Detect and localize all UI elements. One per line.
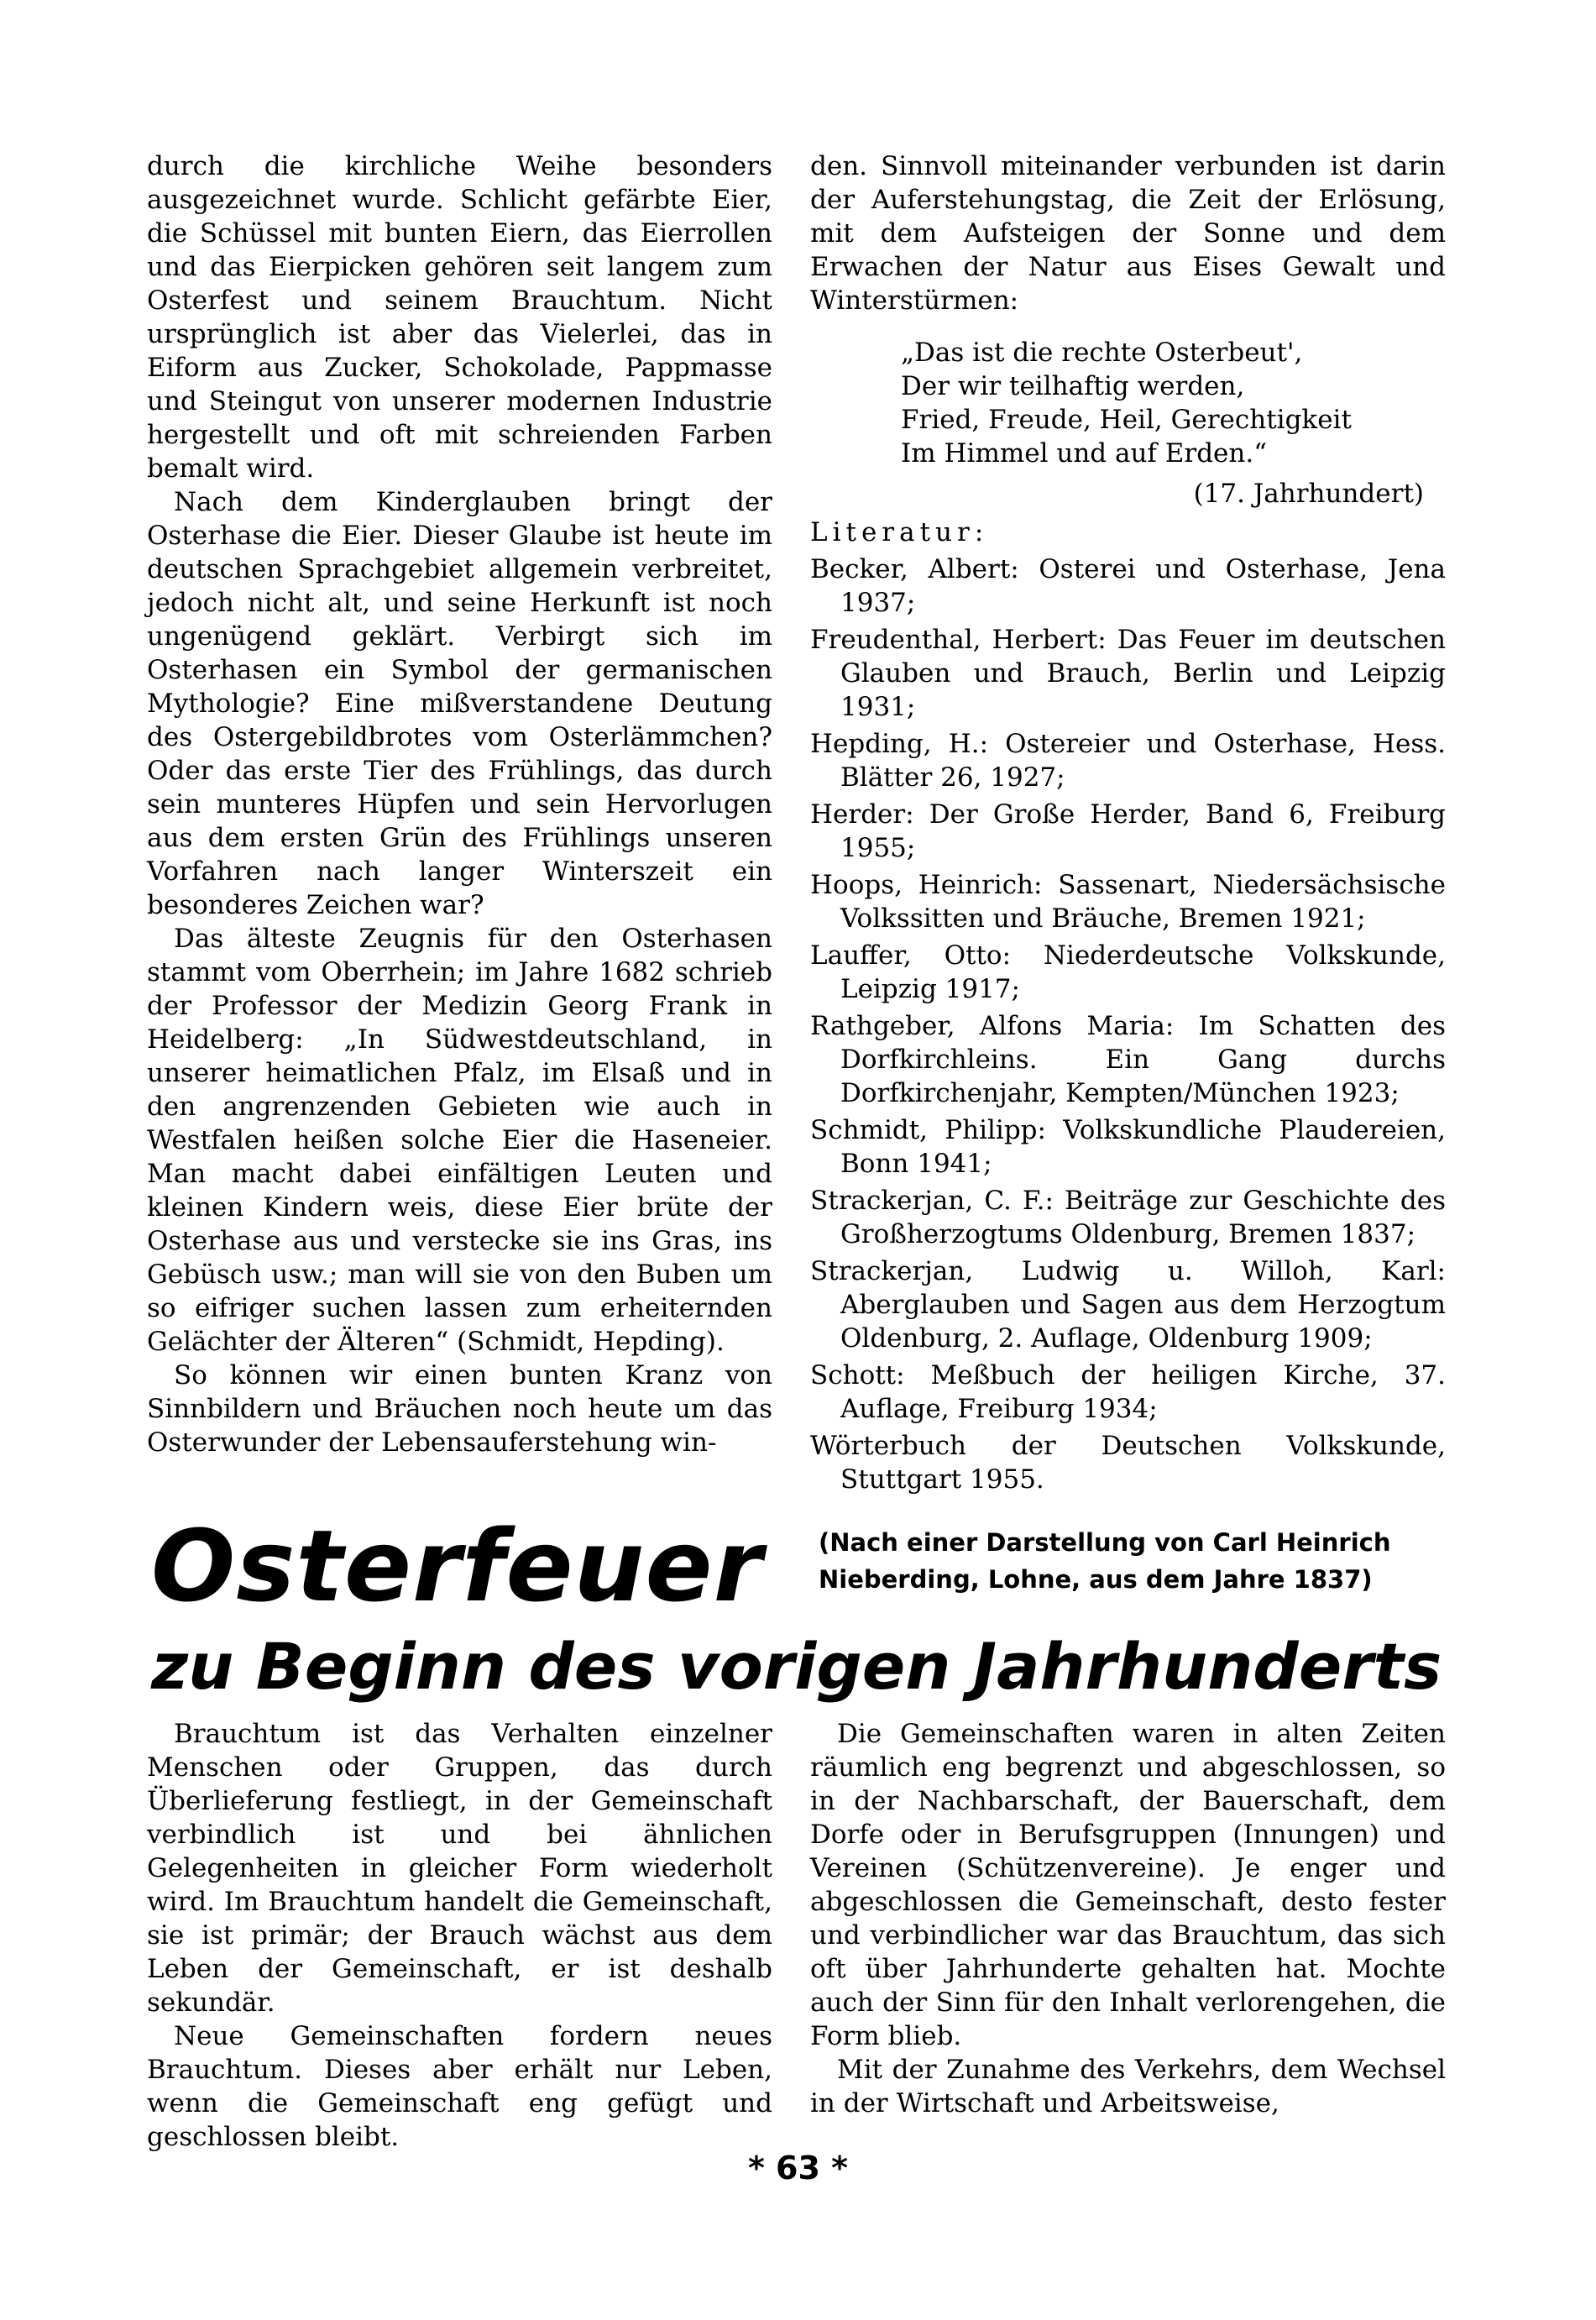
paragraph: So können wir einen bunten Kranz von Sinnbildern und Bräuchen noch heute um das Osterwunder der Lebensauferstehung win- <box>147 1360 772 1458</box>
reference-item: Strackerjan, Ludwig u. Willoh, Karl: Aberglauben und Sagen aus dem Herzogtum Oldenburg, 2. Auflage, Oldenburg 1909; <box>810 1256 1446 1354</box>
right-column-lower <box>810 1717 1446 2120</box>
poem-source: (17. Jahrhundert) <box>1193 479 1424 509</box>
article-subtitle: zu Beginn des vorigen Jahrhunderts <box>151 1629 1442 1704</box>
reference-item: Hoops, Heinrich: Sassenart, Niedersächsische Volkssitten und Bräuche, Bremen 1921; <box>810 870 1446 934</box>
reference-item: Schmidt, Philipp: Volkskundliche Plaudereien, Bonn 1941; <box>810 1115 1446 1179</box>
reference-item: Freudenthal, Herbert: Das Feuer im deutschen Glauben und Brauch, Berlin und Leipzig 1931; <box>810 625 1446 722</box>
reference-item: Herder: Der Große Herder, Band 6, Freiburg 1955; <box>810 799 1446 863</box>
page-number: * 63 * <box>747 2150 849 2186</box>
literature-heading: Literatur: <box>810 517 989 547</box>
reference-item: Hepding, H.: Ostereier und Osterhase, Hess. Blätter 26, 1927; <box>810 729 1446 793</box>
poem <box>901 336 1446 470</box>
right-column-upper <box>810 149 1446 1500</box>
reference-list <box>810 553 1446 1496</box>
reference-item: Schott: Meßbuch der heiligen Kirche, 37. Auflage, Freiburg 1934; <box>810 1360 1446 1424</box>
article-title: Osterfeuer <box>151 1508 763 1624</box>
reference-item: Becker, Albert: Osterei und Osterhase, Jena 1937; <box>810 554 1446 618</box>
paragraph: Mit der Zunahme des Verkehrs, dem Wechsel in der Wirtschaft und Arbeitsweise, <box>810 2055 1446 2118</box>
paragraph: Das älteste Zeugnis für den Osterhasen stammt vom Oberrhein; im Jahre 1682 schrieb der Professor der Medizin Georg Frank in Heidelberg: „In Südwestdeutschland, in unserer heimatlichen Pfalz, im Elsaß und in den angrenzenden Gebieten wie auch in Westfalen heißen solche Eier die Haseneier. Man macht dabei einfältigen Leuten und kleinen Kindern weis, diese Eier brüte der Osterhase aus und verstecke sie ins Gras, ins Gebüsch usw.; man will sie von den Buben um so eifriger suchen lassen zum erheiternden Gelächter der Älteren“ (Schmidt, Hepding). <box>147 924 772 1357</box>
paragraph: Brauchtum ist das Verhalten einzelner Menschen oder Gruppen, das durch Überlieferung festliegt, in der Gemeinschaft verbindlich ist und bei ähnlichen Gelegenheiten in gleicher Form wiederholt wird. Im Brauchtum handelt die Gemeinschaft, sie ist primär; der Brauch wächst aus dem Leben der Gemeinschaft, er ist deshalb sekundär. <box>147 1719 772 2018</box>
paragraph: Neue Gemeinschaften fordern neues Brauchtum. Dieses aber erhält nur Leben, wenn die Gemeinschaft eng gefügt und geschlossen bleibt. <box>147 2021 772 2152</box>
article-source-note: (Nach einer Darstellung von Carl Heinrich Nieberding, Lohne, aus dem Jahre 1837) <box>819 1528 1391 1594</box>
reference-item: Rathgeber, Alfons Maria: Im Schatten des Dorfkirchleins. Ein Gang durchs Dorfkirchenjahr, Kempten/München 1923; <box>810 1011 1446 1108</box>
poem-line: Fried, Freude, Heil, Gerechtigkeit <box>901 405 1352 435</box>
poem-line: „Das ist die rechte Osterbeut', <box>901 338 1303 368</box>
paragraph: durch die kirchliche Weihe besonders ausgezeichnet wurde. Schlicht gefärbte Eier, die Schüssel mit bunten Eiern, das Eierrollen und das Eierpicken gehören seit langem zum Osterfest und seinem Brauchtum. Nicht ursprünglich ist aber das Vielerlei, das in Eiform aus Zucker, Schokolade, Pappmasse und Steingut von unserer modernen Industrie hergestellt und oft mit schreienden Farben bemalt wird. <box>147 151 772 484</box>
paragraph: Die Gemeinschaften waren in alten Zeiten räumlich eng begrenzt und abgeschlossen, so in der Nachbarschaft, der Bauerschaft, dem Dorfe oder in Berufsgruppen (Innungen) und Vereinen (Schützenvereine). Je enger und abgeschlossen die Gemeinschaft, desto fester und verbindlicher war das Brauchtum, das sich oft über Jahrhunderte gehalten hat. Mochte auch der Sinn für den Inhalt verlorengehen, die Form blieb. <box>810 1719 1446 2051</box>
reference-item: Strackerjan, C. F.: Beiträge zur Geschichte des Großherzogtums Oldenburg, Bremen 1837; <box>810 1186 1446 1249</box>
left-column-lower <box>147 1717 772 2154</box>
reference-item: Wörterbuch der Deutschen Volkskunde, Stuttgart 1955. <box>810 1431 1446 1495</box>
poem-line: Im Himmel und auf Erden.“ <box>901 438 1268 469</box>
paragraph: den. Sinnvoll miteinander verbunden ist darin der Auferstehungstag, die Zeit der Erlösung, mit dem Aufsteigen der Sonne und dem Erwachen der Natur aus Eises Gewalt und Winterstürmen: <box>810 151 1446 316</box>
left-column-upper <box>147 149 772 1459</box>
reference-item: Lauffer, Otto: Niederdeutsche Volkskunde, Leipzig 1917; <box>810 940 1446 1004</box>
poem-line: Der wir teilhaftig werden, <box>901 371 1245 401</box>
paragraph: Nach dem Kinderglauben bringt der Osterhase die Eier. Dieser Glaube ist heute im deutschen Sprachgebiet allgemein verbreitet, jedoch nicht alt, und seine Herkunft ist noch ungenügend geklärt. Verbirgt sich im Osterhasen ein Symbol der germanischen Mythologie? Eine mißverstandene Deutung des Ostergebildbrotes vom Osterlämmchen? Oder das erste Tier des Frühlings, das durch sein munteres Hüpfen und sein Hervorlugen aus dem ersten Grün des Frühlings unseren Vorfahren nach langer Winterszeit ein besonderes Zeichen war? <box>147 487 772 920</box>
